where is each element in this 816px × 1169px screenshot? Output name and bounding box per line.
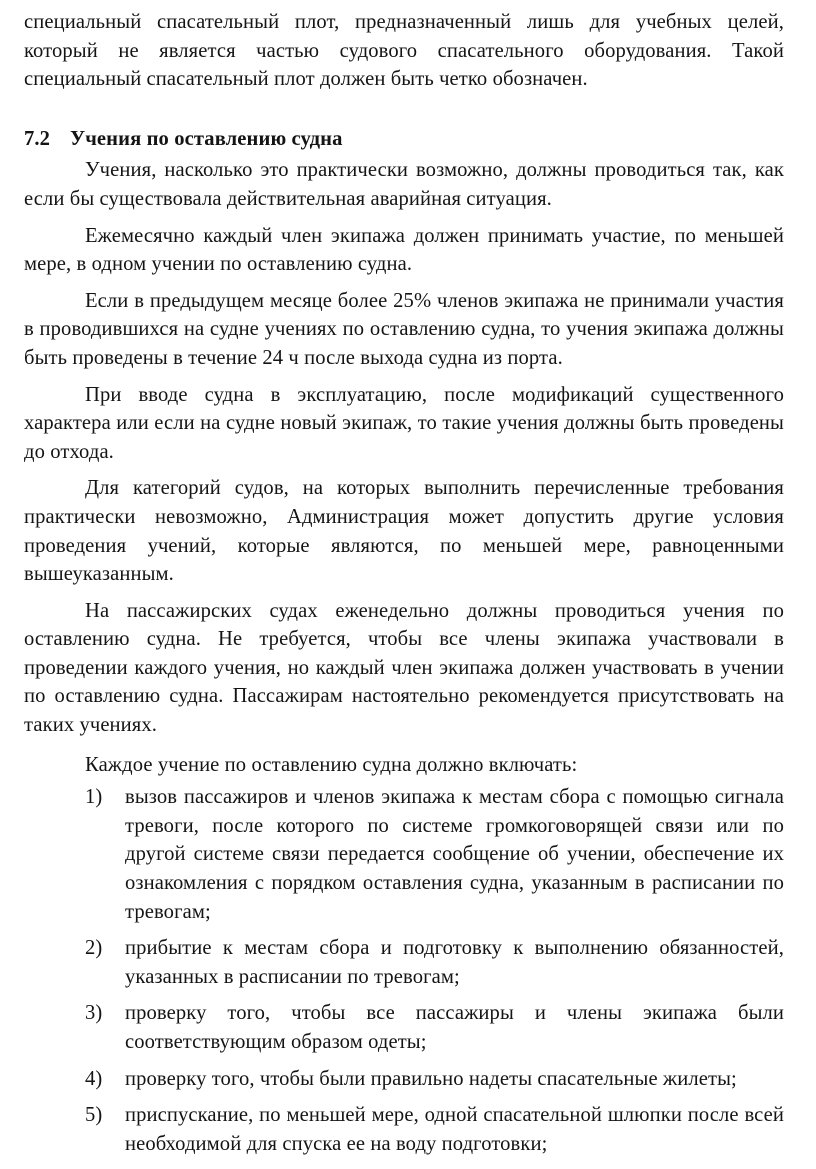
section-title: Учения по оставлению судна [70, 127, 343, 150]
paragraph: Ежемесячно каждый член экипажа должен принимать участие, по меньшей мере, в одном учении по оставлению судна. [24, 224, 784, 276]
list-item-text: вызов пассажиров и членов экипажа к местам сбора с помощью сигнала тревоги, после которого по системе громкоговорящей связи или по другой системе связи передается сообщение об учении, обеспечение их ознакомления с порядком оставления судна, указанным в расписании по тревогам; [125, 786, 784, 923]
list-item-text: прибытие к местам сбора и подготовку к выполнению обязанностей, указанных в расписании по тревогам; [125, 937, 784, 988]
list-item-marker: 1) [85, 786, 103, 809]
list-item [24, 934, 784, 991]
list-item [24, 1065, 784, 1094]
list-item [24, 999, 784, 1056]
paragraph: Если в предыдущем месяце более 25% членов экипажа не принимали участия в проводившихся на судне учениях по оставлению судна, то учения экипажа должны быть проведены в течение 24 ч после выхода судна из порта. [24, 289, 784, 369]
document-page [24, 0, 784, 1158]
list-item [24, 783, 784, 926]
paragraph: При вводе судна в эксплуатацию, после модификаций существенного характера или если на судне новый экипаж, то такие учения должны быть проведены до отхода. [24, 383, 784, 463]
section-number: 7.2 [24, 127, 51, 150]
continuation-paragraph: специальный спасательный плот, предназначенный лишь для учебных целей, который не является частью судового спасательного оборудования. Такой специальный спасательный плот должен быть четко обозначен. [24, 11, 784, 91]
list-item-marker: 5) [85, 1104, 103, 1127]
list-item [24, 1101, 784, 1158]
paragraph: Учения, насколько это практически возможно, должны проводиться так, как если бы существовала действительная аварийная ситуация. [24, 159, 784, 210]
list-item-marker: 2) [85, 937, 103, 960]
list-item-text: проверку того, чтобы были правильно надеты спасательные жилеты; [125, 1067, 737, 1090]
list-item-marker: 4) [85, 1067, 103, 1090]
section-heading [24, 125, 784, 154]
list-intro: Каждое учение по оставлению судна должно включать: [85, 753, 578, 776]
list-item-marker: 3) [85, 1002, 103, 1025]
paragraph: Для категорий судов, на которых выполнить перечисленные требования практически невозможно, Администрация может допустить другие условия проведения учений, которые являются, по меньшей мере, равноценными вышеуказанным. [24, 477, 784, 586]
list-item-text: приспускание, по меньшей мере, одной спасательной шлюпки после всей необходимой для спуска ее на воду подготовки; [125, 1104, 784, 1155]
requirements-list [24, 783, 784, 1158]
list-item-text: проверку того, чтобы все пассажиры и члены экипажа были соответствующим образом одеты; [125, 1002, 784, 1053]
paragraph: На пассажирских судах еженедельно должны проводиться учения по оставлению судна. Не требуется, чтобы все члены экипажа участвовали в проведении каждого учения, но каждый член экипажа должен участвовать в учении по оставлению судна. Пассажирам настоятельно рекомендуется присутствовать на таких учениях. [24, 599, 784, 737]
